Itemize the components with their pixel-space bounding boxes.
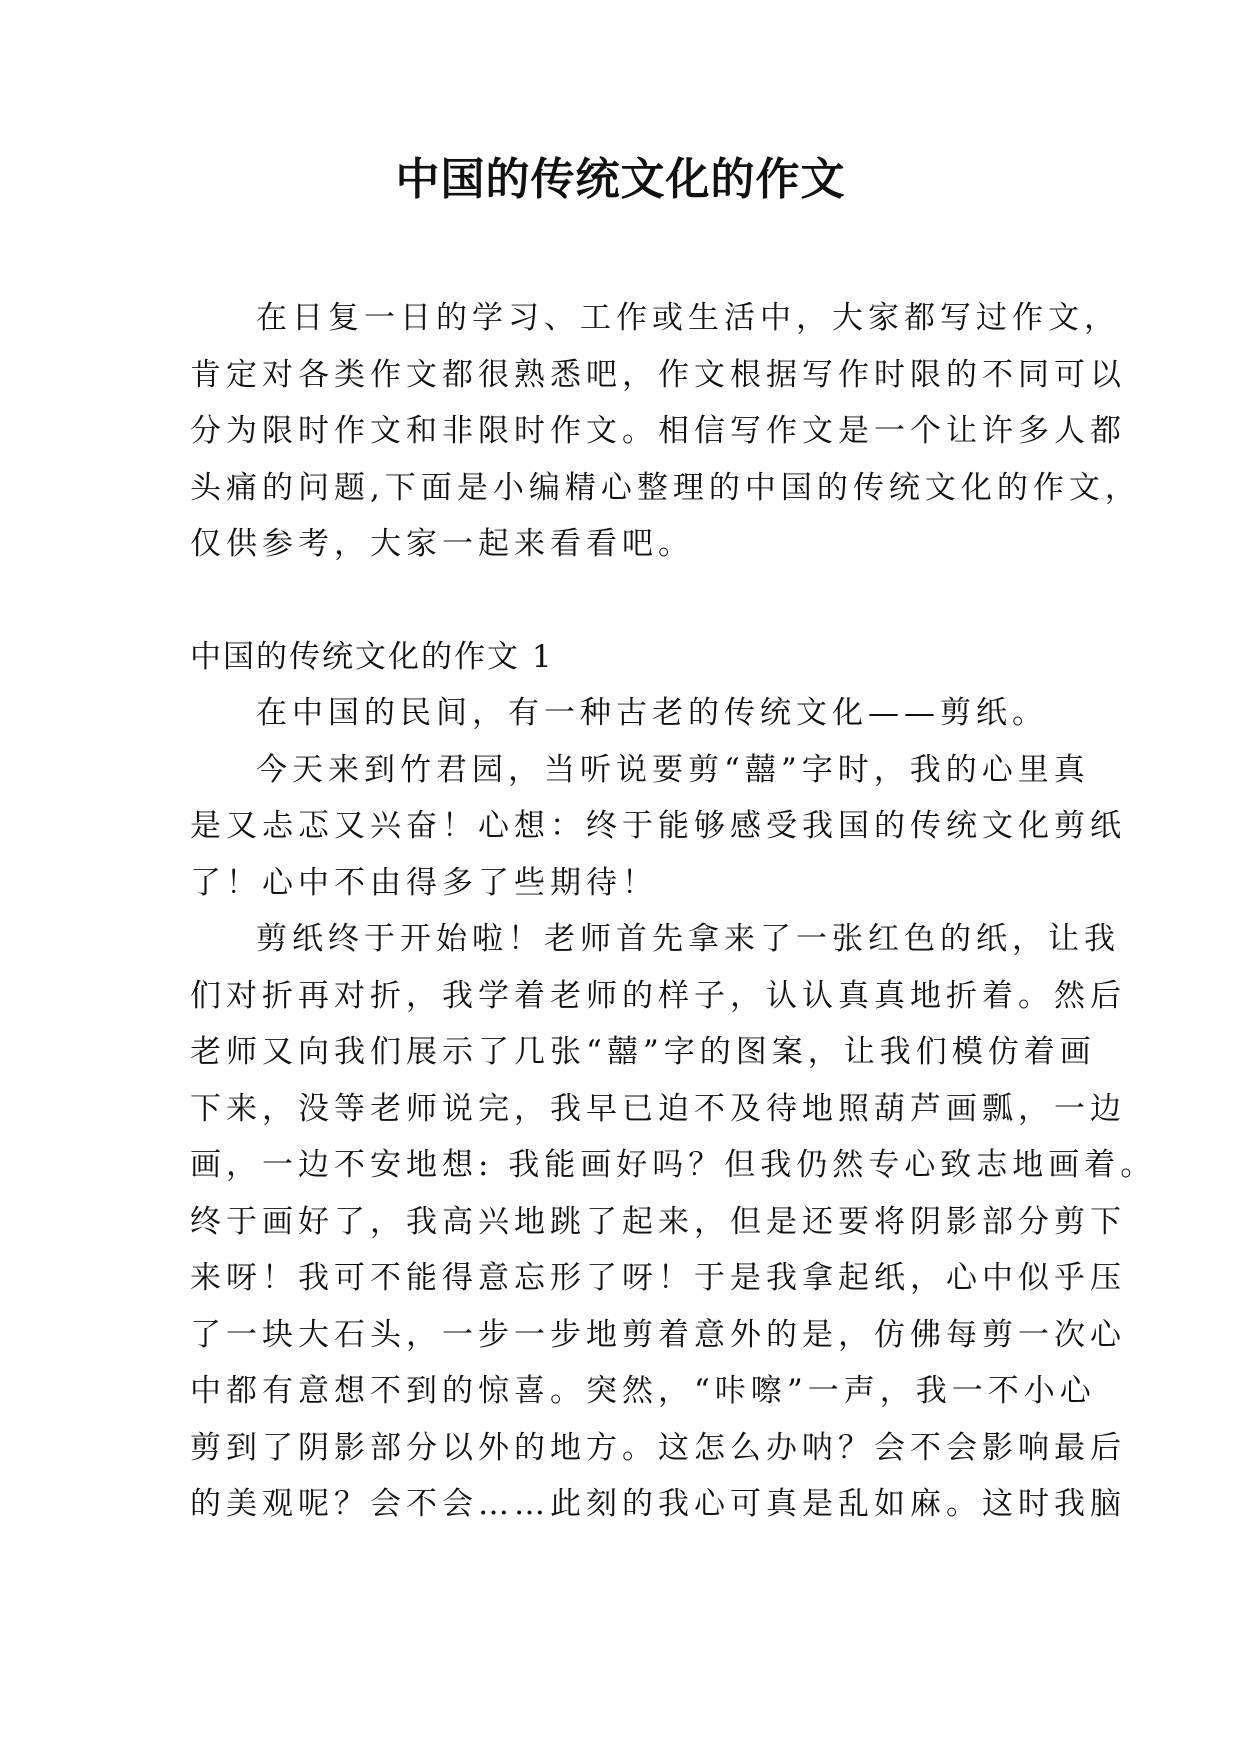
document-body [190,290,1157,1533]
text-line: 终于画好了，我高兴地跳了起来，但是还要将阴影部分剪下 [190,1203,1126,1240]
text-line: 的美观呢？会不会……此刻的我心可真是乱如麻。这时我脑 [190,1486,1126,1522]
text-line: 来呀！我可不能得意忘形了呀！于是我拿起纸，心中似乎压 [190,1260,1126,1296]
text-line: 分为限时作文和非限时作文。相信写作文是一个让许多人都 [190,413,1126,449]
text-line: 肯定对各类作文都很熟悉吧，作文根据写作时限的不同可以 [190,356,1126,393]
text-line: 了一块大石头，一步一步地剪着意外的是，仿佛每剪一次心 [190,1316,1126,1353]
body-paragraph [190,742,1126,912]
text-line: 仅供参考，大家一起来看看吧。 [190,526,694,562]
text-line: 剪纸终于开始啦！老师首先拿来了一张红色的纸，让我 [256,921,1120,957]
text-line: 在日复一日的学习、工作或生活中，大家都写过作文， [256,300,1120,336]
spacer [190,573,1052,629]
text-line: 了！心中不由得多了些期待！ [190,864,658,901]
text-line: 在中国的民间，有一种古老的传统文化——剪纸。 [256,695,1048,731]
text-line: 是又忐忑又兴奋！心想：终于能够感受我国的传统文化剪纸 [190,808,1126,844]
text-line: 们对折再对折，我学着老师的样子，认认真真地折着。然后 [190,977,1126,1014]
intro-paragraph [190,290,1141,573]
text-line: 老师又向我们展示了几张“囍”字的图案，让我们模仿着画 [190,1034,1096,1070]
text-line: 画，一边不安地想: 我能画好吗？但我仍然专心致志地画着。 [190,1147,1157,1183]
text-line: 下来，没等老师说完，我早已迫不及待地照葫芦画瓢，一边 [190,1090,1126,1127]
section-heading: 中国的传统文化的作文 1 [190,638,554,675]
document-title: 中国的传统文化的作文 [395,154,846,205]
text-line: 剪到了阴影部分以外的地方。这怎么办呐？会不会影响最后 [190,1429,1126,1466]
text-line: 中都有意想不到的惊喜。突然，“咔嚓”一声，我一不小心 [190,1373,1096,1409]
text-line: 今天来到竹君园，当听说要剪“囍”字时，我的心里真 [256,751,1090,788]
body-paragraph [190,685,1052,742]
text-line: 头痛的问题,下面是小编精心整理的中国的传统文化的作文， [190,469,1141,506]
body-paragraph [190,911,1157,1533]
